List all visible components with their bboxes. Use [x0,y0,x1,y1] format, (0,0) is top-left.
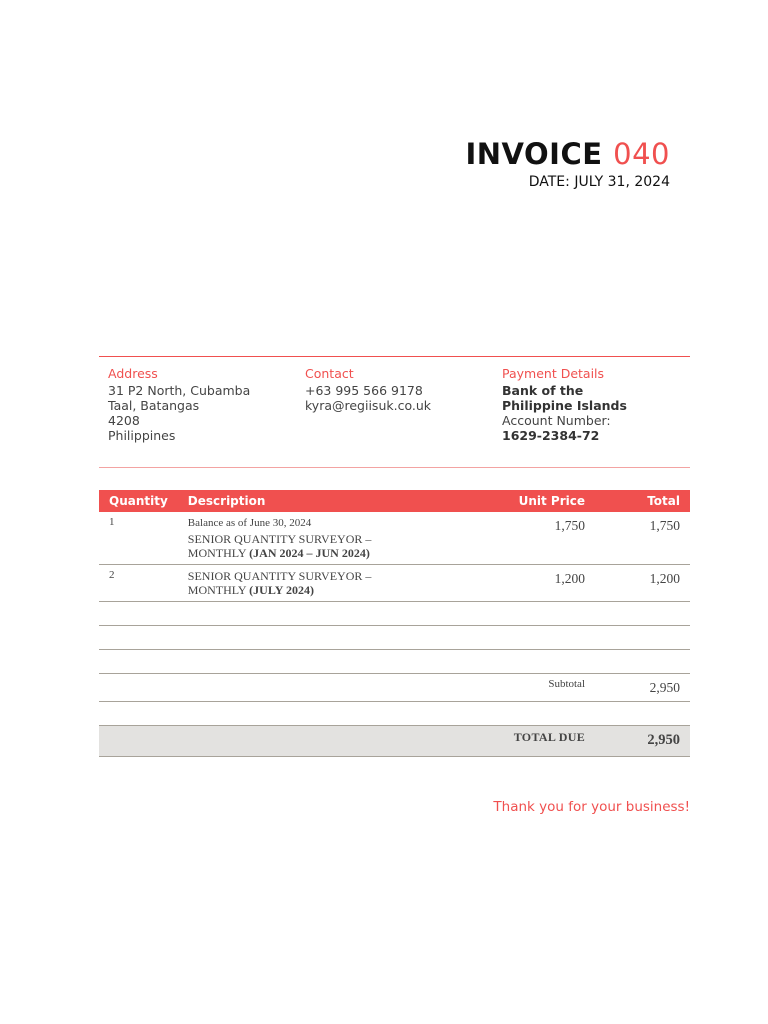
row-quantity: 1 [99,512,178,565]
contact-phone: +63 995 566 9178 [305,383,423,398]
payment-block [502,366,652,443]
address-line-1: 31 P2 North, Cubamba [108,383,251,398]
subtotal-row [99,674,690,702]
table-header-row [99,490,690,512]
info-section [99,356,690,468]
empty-row [99,702,690,726]
subtotal-label: Subtotal [418,674,595,702]
row-note: Balance as of June 30, 2024 [187,517,312,529]
contact-email: kyra@regiisuk.co.uk [305,398,432,413]
row-description [178,565,418,602]
row-total: 1,200 [595,565,690,602]
row-unit-price: 1,750 [418,512,595,565]
invoice-title [466,136,671,172]
header-description: Description [178,490,418,512]
total-due-label: TOTAL DUE [418,726,595,757]
address-line-4: Philippines [108,428,176,443]
row-desc-period: (JAN 2024 – JUN 2024) [249,546,370,560]
row-desc-text: SENIOR QUANTITY SURVEYOR –MONTHLY [187,532,372,560]
row-desc-period: (JULY 2024) [249,583,314,597]
row-total: 1,750 [595,512,690,565]
contact-heading: Contact [305,366,354,381]
table-row [99,512,690,565]
line-items-table [99,490,690,757]
invoice-date: DATE: JULY 31, 2024 [528,174,670,190]
header-unit-price: Unit Price [418,490,595,512]
empty-row [99,626,690,650]
subtotal-value: 2,950 [595,674,690,702]
thank-you-note: Thank you for your business! [493,799,690,815]
contact-block [305,366,431,413]
header-quantity: Quantity [99,490,178,512]
row-description [178,512,418,565]
bank-name: Bank of the Philippine Islands [502,383,627,413]
row-desc-text: SENIOR QUANTITY SURVEYOR –MONTHLY [187,569,372,597]
payment-heading: Payment Details [502,366,605,381]
empty-row [99,602,690,626]
row-quantity: 2 [99,565,178,602]
account-label: Account Number: [502,413,611,428]
account-number: 1629-2384-72 [502,428,600,443]
address-line-3: 4208 [108,413,140,428]
invoice-number: 040 [613,137,670,171]
total-due-value: 2,950 [595,726,690,757]
address-block [108,366,250,443]
total-due-row [99,726,690,757]
empty-row [99,650,690,674]
address-heading: Address [108,366,158,381]
address-line-2: Taal, Batangas [108,398,200,413]
header-total: Total [595,490,690,512]
table-row [99,565,690,602]
row-unit-price: 1,200 [418,565,595,602]
invoice-title-label: INVOICE [465,137,603,171]
invoice-header [466,136,671,190]
